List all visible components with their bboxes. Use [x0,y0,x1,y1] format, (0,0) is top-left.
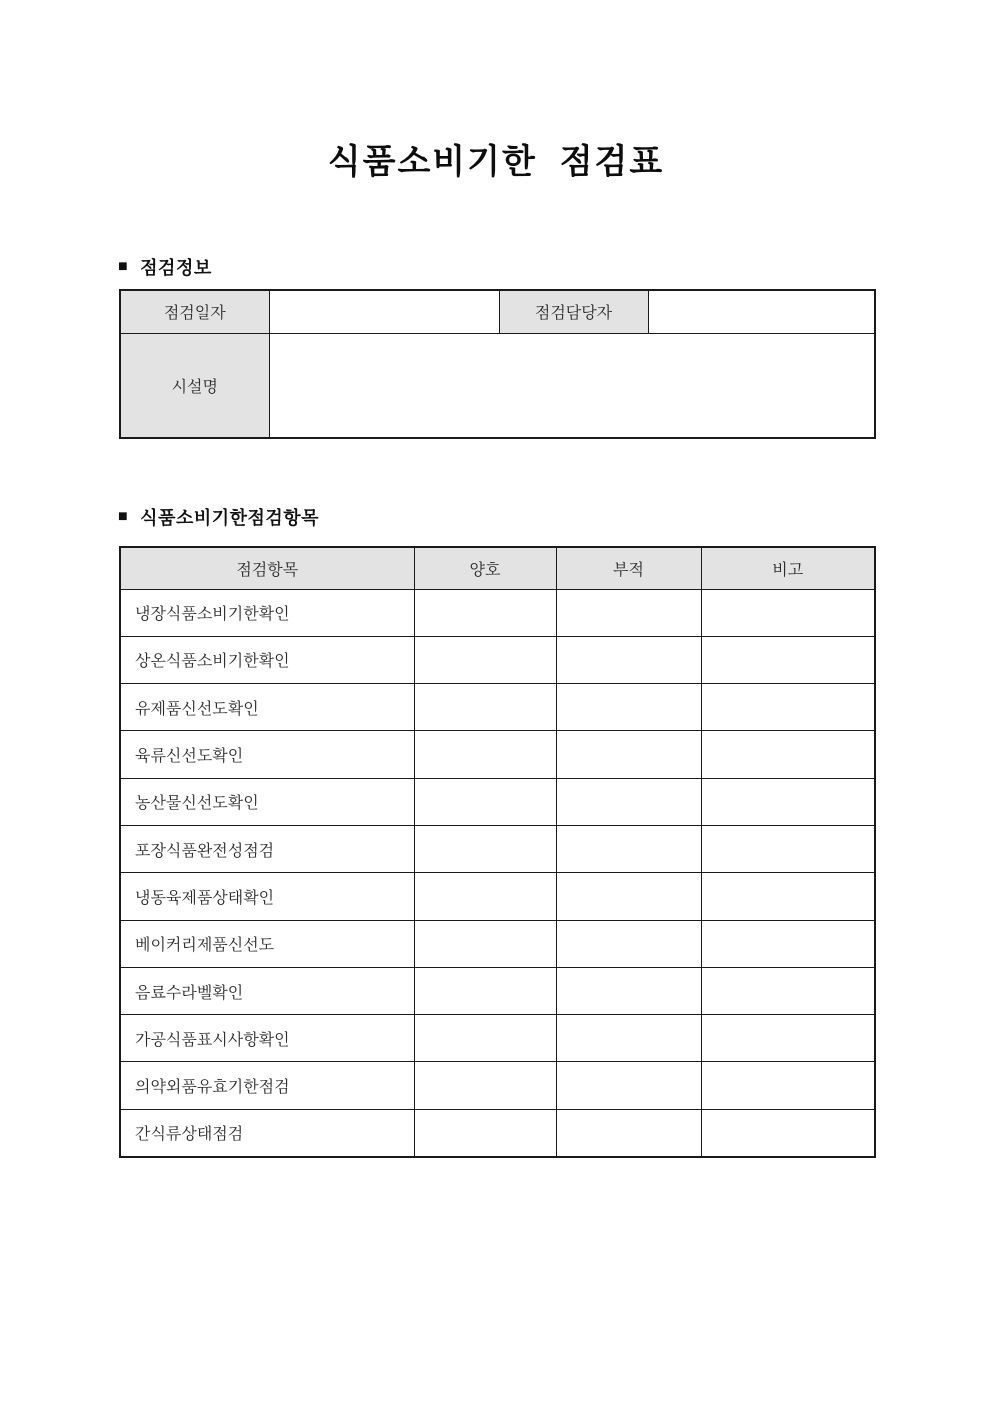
item-label: 간식류상태점검 [120,1109,414,1156]
facility-name-label: 시설명 [120,333,269,438]
inspection-date-value[interactable] [269,290,499,333]
inspection-info-table [119,289,876,439]
table-row [120,873,875,920]
inspector-value[interactable] [648,290,875,333]
table-row [120,1062,875,1109]
table-row [120,731,875,778]
column-header-good: 양호 [414,547,556,589]
square-bullet-icon: ■ [118,508,129,525]
note-cell[interactable] [701,1062,875,1109]
section-heading-info-label: 점검정보 [140,258,212,278]
item-label: 베이커리제품신선도 [120,920,414,967]
table-row [120,1015,875,1062]
table-row [120,967,875,1014]
bad-cell[interactable] [556,731,701,778]
note-cell[interactable] [701,1015,875,1062]
note-cell[interactable] [701,873,875,920]
good-cell[interactable] [414,684,556,731]
good-cell[interactable] [414,778,556,825]
facility-name-value[interactable] [269,333,875,438]
document-title: 식품소비기한 점검표 [327,143,665,181]
item-label: 가공식품표시사항확인 [120,1015,414,1062]
good-cell[interactable] [414,636,556,683]
bad-cell[interactable] [556,967,701,1014]
item-label: 냉장식품소비기한확인 [120,589,414,636]
note-cell[interactable] [701,1109,875,1156]
bad-cell[interactable] [556,1062,701,1109]
column-header-bad: 부적 [556,547,701,589]
inspector-label: 점검담당자 [499,290,648,333]
note-cell[interactable] [701,778,875,825]
item-label: 유제품신선도확인 [120,684,414,731]
bad-cell[interactable] [556,778,701,825]
bad-cell[interactable] [556,1015,701,1062]
table-row [120,1109,875,1156]
column-header-item: 점검항목 [120,547,414,589]
bad-cell[interactable] [556,920,701,967]
checklist-table [119,546,876,1158]
good-cell[interactable] [414,825,556,872]
inspection-date-label: 점검일자 [120,290,269,333]
bad-cell[interactable] [556,825,701,872]
note-cell[interactable] [701,731,875,778]
bad-cell[interactable] [556,589,701,636]
note-cell[interactable] [701,920,875,967]
good-cell[interactable] [414,873,556,920]
good-cell[interactable] [414,731,556,778]
item-label: 농산물신선도확인 [120,778,414,825]
column-header-note: 비고 [701,547,875,589]
good-cell[interactable] [414,920,556,967]
item-label: 음료수라벨확인 [120,967,414,1014]
bad-cell[interactable] [556,873,701,920]
square-bullet-icon: ■ [118,258,129,275]
note-cell[interactable] [701,825,875,872]
table-row [120,589,875,636]
bad-cell[interactable] [556,684,701,731]
table-row [120,290,875,333]
good-cell[interactable] [414,1062,556,1109]
table-header-row [120,547,875,589]
table-row [120,778,875,825]
bad-cell[interactable] [556,1109,701,1156]
table-row [120,825,875,872]
section-heading-checklist [118,504,319,530]
item-label: 의약외품유효기한점검 [120,1062,414,1109]
section-heading-info [118,254,212,280]
good-cell[interactable] [414,589,556,636]
good-cell[interactable] [414,967,556,1014]
table-row [120,920,875,967]
item-label: 육류신선도확인 [120,731,414,778]
bad-cell[interactable] [556,636,701,683]
item-label: 냉동육제품상태확인 [120,873,414,920]
section-heading-checklist-label: 식품소비기한점검항목 [140,508,320,528]
note-cell[interactable] [701,967,875,1014]
item-label: 상온식품소비기한확인 [120,636,414,683]
note-cell[interactable] [701,636,875,683]
good-cell[interactable] [414,1109,556,1156]
note-cell[interactable] [701,684,875,731]
good-cell[interactable] [414,1015,556,1062]
item-label: 포장식품완전성점검 [120,825,414,872]
table-row [120,333,875,438]
note-cell[interactable] [701,589,875,636]
table-row [120,684,875,731]
table-row [120,636,875,683]
